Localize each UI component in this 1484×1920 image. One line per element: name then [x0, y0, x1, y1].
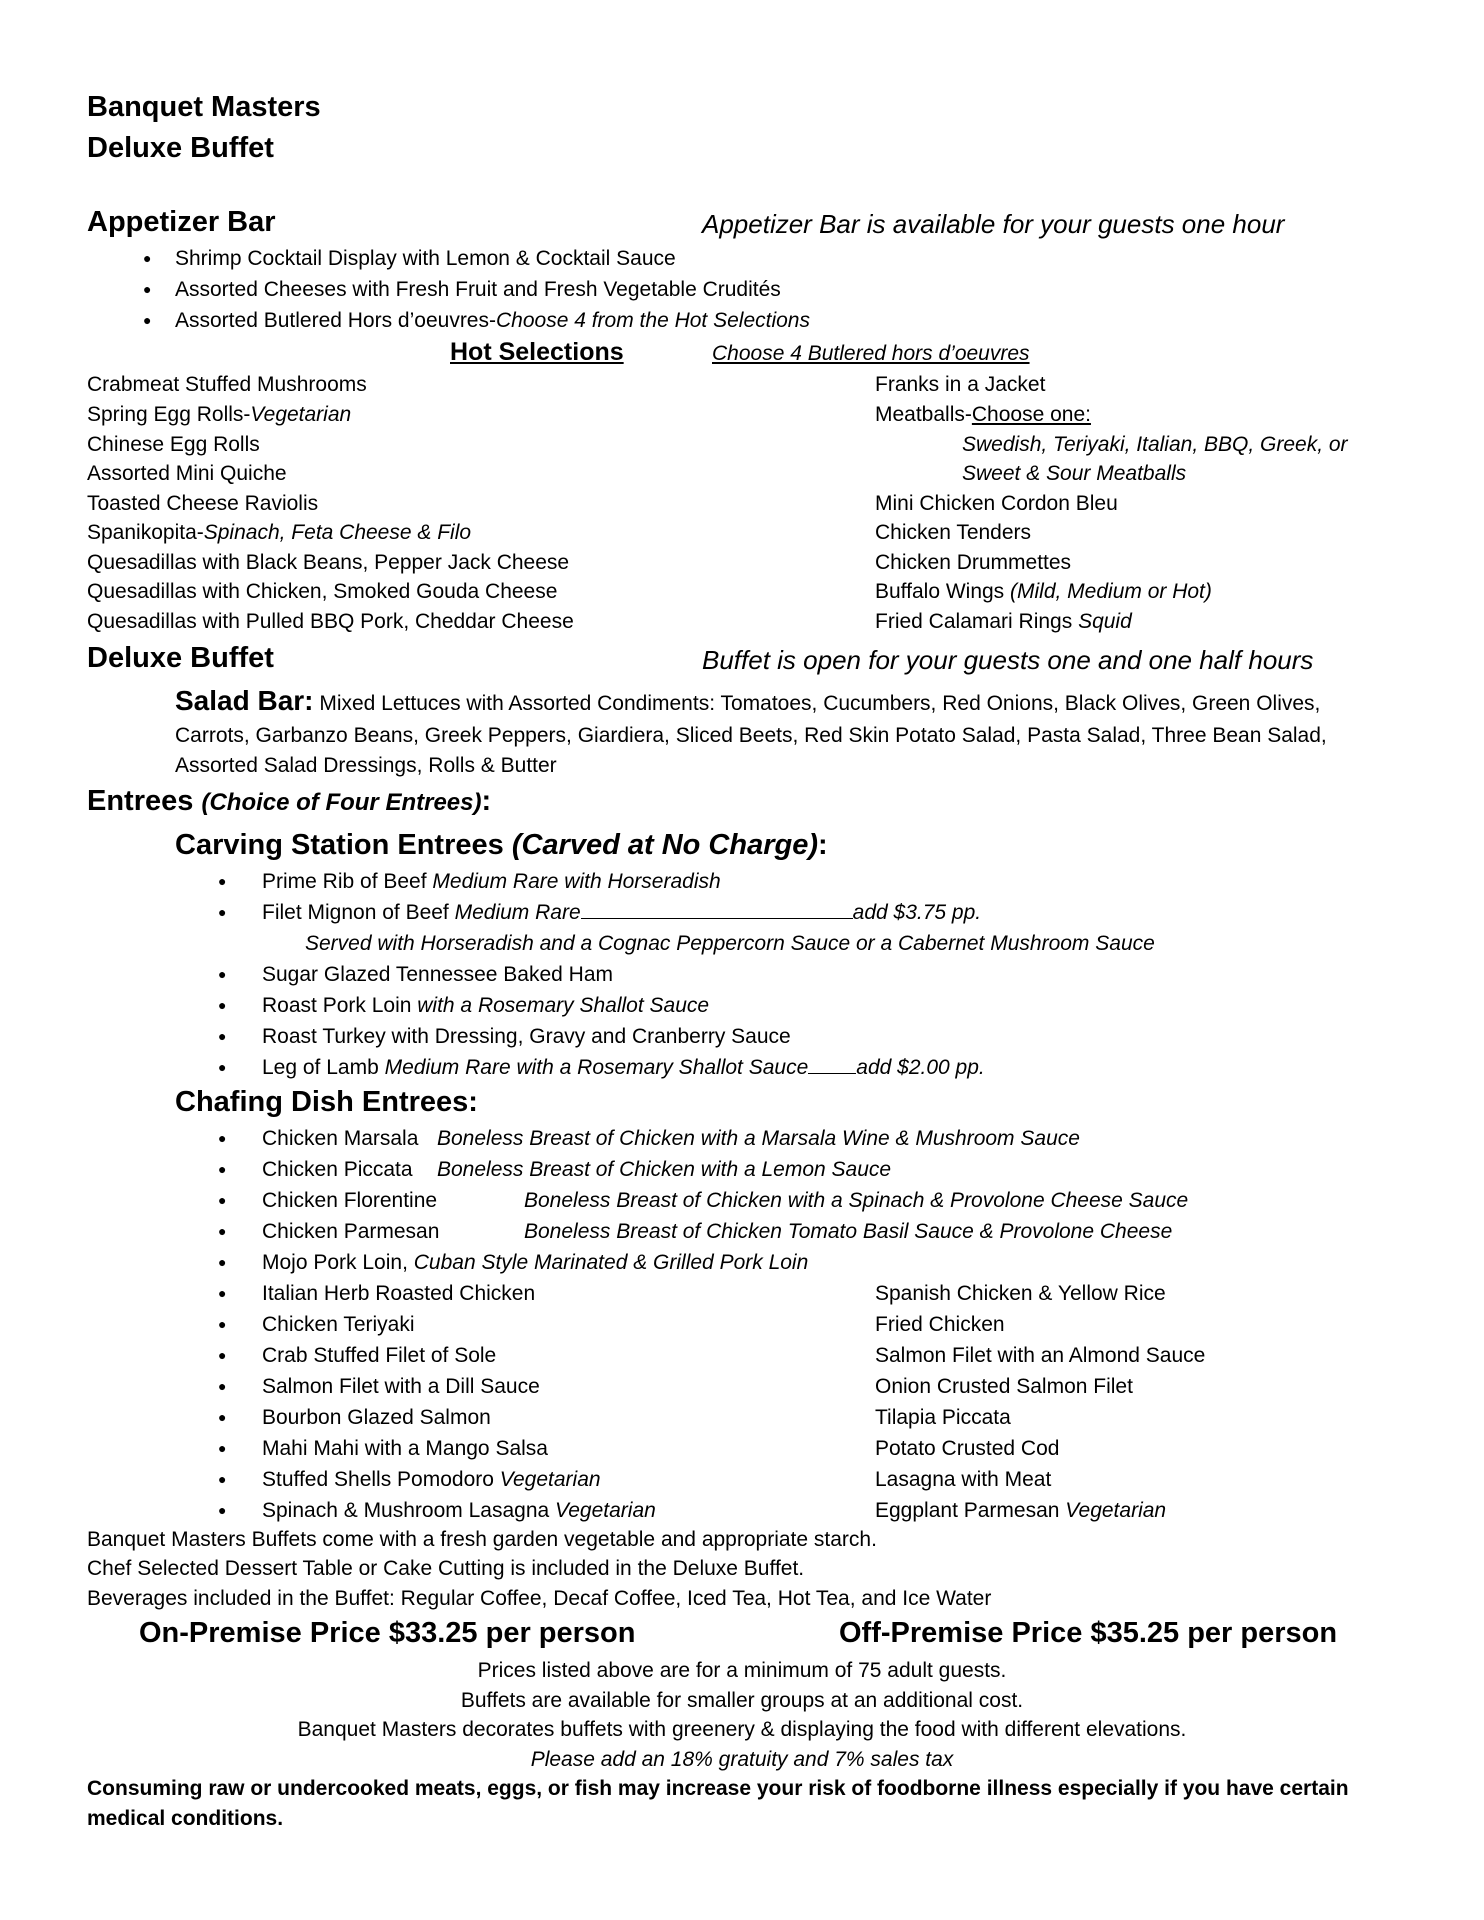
list-item	[262, 1465, 601, 1494]
appetizer-title: Appetizer Bar	[87, 206, 276, 238]
list-item: Chicken Tenders	[875, 521, 1032, 544]
health-warning: Consuming raw or undercooked meats, eggs, or fish may increase your risk of foodborne illness especially if you have certain medical conditions.	[87, 1777, 1349, 1830]
list-item: Fried Chicken	[875, 1313, 1005, 1336]
hot-selections-title: Hot Selections	[450, 338, 624, 366]
deluxe-buffet-title: Deluxe Buffet	[87, 642, 274, 674]
bullet-icon: ●	[218, 1440, 227, 1456]
bullet-icon: ●	[218, 1471, 227, 1487]
list-item: Mahi Mahi with a Mango Salsa	[262, 1437, 548, 1460]
company-name: Banquet Masters	[87, 91, 321, 123]
list-item-subnote: Served with Horseradish and a Cognac Peppercorn Sauce or a Cabernet Mushroom Sauce	[305, 932, 1155, 955]
list-item-text: Assorted Cheeses with Fresh Fruit and Fresh Vegetable Crudités	[175, 278, 781, 301]
salad-bar-line	[175, 686, 1320, 718]
item-name: Quesadillas with Pulled BBQ Pork, Cheddar Cheese	[87, 610, 574, 633]
item-name: Roast Pork Loin	[262, 994, 418, 1017]
item-note: (Mild, Medium or Hot)	[1010, 580, 1212, 603]
meatball-options: Swedish, Teriyaki, Italian, BBQ, Greek, or	[962, 433, 1348, 456]
list-item: Bourbon Glazed Salmon	[262, 1406, 491, 1429]
item-note: Vegetarian	[555, 1499, 656, 1522]
item-name: Spring Egg Rolls-	[87, 403, 251, 426]
list-item: Onion Crusted Salmon Filet	[875, 1375, 1133, 1398]
list-item	[875, 400, 1091, 429]
item-name: Prime Rib of Beef	[262, 870, 433, 893]
blank-line	[808, 1053, 856, 1074]
list-item	[87, 577, 557, 606]
item-name: Quesadillas with Chicken, Smoked Gouda Cheese	[87, 580, 558, 603]
bullet-icon: ●	[218, 1347, 227, 1363]
salad-bar-text: Carrots, Garbanzo Beans, Greek Peppers, Giardiera, Sliced Beets, Red Skin Potato Salad, Pasta Salad, Three Bean Salad,	[175, 724, 1327, 747]
carving-note: (Carved at No Charge)	[511, 829, 818, 861]
bullet-icon: ●	[218, 1028, 227, 1044]
item-note: Cuban Style Marinated & Grilled Pork Loin	[413, 1251, 809, 1274]
list-item	[87, 400, 351, 429]
list-item-desc: Boneless Breast of Chicken with a Lemon Sauce	[437, 1158, 892, 1181]
list-item: Chicken Marsala	[262, 1127, 419, 1150]
item-name: Spinach & Mushroom Lasagna	[262, 1499, 556, 1522]
carving-station-title	[175, 827, 828, 863]
list-item: Tilapia Piccata	[875, 1406, 1011, 1429]
bullet-icon: ●	[218, 1254, 227, 1270]
chafing-dish-title: Chafing Dish Entrees:	[175, 1086, 478, 1118]
list-item	[875, 577, 1212, 606]
list-item	[87, 518, 471, 547]
entrees-colon: :	[481, 785, 492, 817]
list-item: Potato Crusted Cod	[875, 1437, 1060, 1460]
item-note: Choose 4 from the Hot Selections	[495, 309, 810, 332]
item-name: Crabmeat Stuffed Mushrooms	[87, 373, 367, 396]
item-name: Filet Mignon of Beef	[262, 901, 455, 924]
on-premise-price: On-Premise Price $33.25 per person	[139, 1617, 636, 1649]
bullet-icon: ●	[218, 997, 227, 1013]
list-item-desc: Boneless Breast of Chicken with a Marsala Wine & Mushroom Sauce	[437, 1127, 1080, 1150]
list-item	[262, 1053, 985, 1082]
carving-colon: :	[817, 829, 828, 861]
item-name: Spanikopita-	[87, 521, 204, 544]
list-item	[875, 1496, 1166, 1525]
list-item: Chicken Florentine	[262, 1189, 438, 1212]
list-item	[87, 548, 569, 577]
bullet-icon: ●	[218, 1502, 227, 1518]
list-item	[262, 867, 721, 896]
bullet-icon: ●	[218, 1059, 227, 1075]
item-note: Choose one:	[971, 403, 1091, 426]
list-item: Roast Turkey with Dressing, Gravy and Cranberry Sauce	[262, 1025, 791, 1048]
list-item: Lasagna with Meat	[875, 1468, 1052, 1491]
item-name: Buffalo Wings	[875, 580, 1011, 603]
list-item	[87, 489, 318, 518]
item-note: Medium Rare	[454, 901, 581, 924]
footer-note: Chef Selected Dessert Table or Cake Cutting is included in the Deluxe Buffet.	[87, 1557, 805, 1580]
bullet-icon: ●	[218, 1285, 227, 1301]
deluxe-buffet-note: Buffet is open for your guests one and one half hours	[702, 645, 1314, 675]
item-name: Leg of Lamb	[262, 1056, 385, 1079]
bullet-icon: ●	[218, 1378, 227, 1394]
item-name: Mojo Pork Loin,	[262, 1251, 414, 1274]
item-note: Squid	[1078, 610, 1132, 633]
item-name: Assorted Mini Quiche	[87, 462, 287, 485]
item-note: with a Rosemary Shallot Sauce	[417, 994, 710, 1017]
list-item: Salmon Filet with an Almond Sauce	[875, 1344, 1206, 1367]
item-note: Vegetarian	[499, 1468, 601, 1491]
list-item	[262, 1496, 656, 1525]
list-item: Chicken Drummettes	[875, 551, 1072, 574]
item-note: Medium Rare with a Rosemary Shallot Sauce	[384, 1056, 809, 1079]
list-item: Crab Stuffed Filet of Sole	[262, 1344, 497, 1367]
list-item	[87, 607, 574, 636]
carving-label: Carving Station Entrees	[175, 829, 512, 861]
item-name: Quesadillas with Black Beans, Pepper Jack Cheese	[87, 551, 570, 574]
smaller-groups-note: Buffets are available for smaller groups at an additional cost.	[460, 1689, 1024, 1712]
minimum-note: Prices listed above are for a minimum of 75 adult guests.	[477, 1659, 1007, 1682]
list-item	[87, 430, 260, 459]
item-note: Vegetarian	[250, 403, 352, 426]
hot-selections-note: Choose 4 Butlered hors d’oeuvres	[712, 342, 1030, 365]
list-item	[262, 991, 709, 1020]
list-item	[87, 459, 287, 488]
list-item-text	[175, 306, 810, 335]
salad-bar-text: Assorted Salad Dressings, Rolls & Butter	[175, 754, 557, 777]
item-note: Medium Rare with Horseradish	[432, 870, 721, 893]
list-item-text: Shrimp Cocktail Display with Lemon & Cocktail Sauce	[175, 247, 676, 270]
bullet-icon: ●	[218, 966, 227, 982]
list-item	[262, 1248, 808, 1277]
list-item: Sugar Glazed Tennessee Baked Ham	[262, 963, 613, 986]
list-item: Franks in a Jacket	[875, 373, 1046, 396]
meatball-options: Sweet & Sour Meatballs	[962, 462, 1187, 485]
item-price: add $2.00 pp.	[856, 1056, 985, 1079]
bullet-icon: ●	[218, 1409, 227, 1425]
item-name: Stuffed Shells Pomodoro	[262, 1468, 500, 1491]
off-premise-price: Off-Premise Price $35.25 per person	[839, 1617, 1338, 1649]
list-item: Salmon Filet with a Dill Sauce	[262, 1375, 540, 1398]
bullet-icon: ●	[218, 1161, 227, 1177]
entrees-title	[87, 783, 491, 824]
blank-line	[581, 898, 853, 919]
bullet-icon: ●	[218, 1130, 227, 1146]
item-name: Fried Calamari Rings	[875, 610, 1079, 633]
salad-bar-label: Salad Bar:	[175, 685, 314, 716]
bullet-icon: ●	[218, 1223, 227, 1239]
menu-title: Deluxe Buffet	[87, 132, 274, 164]
list-item	[875, 607, 1132, 636]
list-item: Italian Herb Roasted Chicken	[262, 1282, 536, 1305]
bullet-icon: ●	[143, 281, 152, 297]
item-name: Meatballs-	[875, 403, 972, 426]
list-item-desc: Boneless Breast of Chicken Tomato Basil Sauce & Provolone Cheese	[524, 1220, 1173, 1243]
item-name: Assorted Butlered Hors d’oeuvres-	[175, 309, 496, 332]
entrees-note: (Choice of Four Entrees)	[201, 789, 482, 816]
gratuity-note: Please add an 18% gratuity and 7% sales tax	[530, 1748, 954, 1771]
bullet-icon: ●	[218, 873, 227, 889]
list-item-desc: Boneless Breast of Chicken with a Spinach & Provolone Cheese Sauce	[524, 1189, 1189, 1212]
list-item: Mini Chicken Cordon Bleu	[875, 492, 1118, 515]
footer-note: Beverages included in the Buffet: Regular Coffee, Decaf Coffee, Iced Tea, Hot Tea, and Ice Water	[87, 1587, 992, 1610]
list-item	[262, 898, 981, 927]
item-note: Spinach, Feta Cheese & Filo	[203, 521, 472, 544]
entrees-label: Entrees	[87, 785, 202, 817]
item-name: Chinese Egg Rolls	[87, 433, 260, 456]
list-item: Chicken Piccata	[262, 1158, 413, 1181]
appetizer-note: Appetizer Bar is available for your guests one hour	[702, 209, 1285, 239]
footer-note: Banquet Masters Buffets come with a fresh garden vegetable and appropriate starch.	[87, 1528, 877, 1551]
decor-note: Banquet Masters decorates buffets with greenery & displaying the food with different elevations.	[297, 1718, 1187, 1741]
bullet-icon: ●	[143, 312, 152, 328]
list-item	[87, 370, 367, 399]
salad-bar-text: Mixed Lettuces with Assorted Condiments: Tomatoes, Cucumbers, Red Onions, Black Olives, Green Olives,	[313, 692, 1321, 715]
bullet-icon: ●	[143, 250, 152, 266]
list-item: Chicken Parmesan	[262, 1220, 440, 1243]
bullet-icon: ●	[218, 1316, 227, 1332]
bullet-icon: ●	[218, 904, 227, 920]
item-price: add $3.75 pp.	[852, 901, 982, 924]
list-item: Spanish Chicken & Yellow Rice	[875, 1282, 1166, 1305]
item-name: Toasted Cheese Raviolis	[87, 492, 319, 515]
item-name: Eggplant Parmesan	[875, 1499, 1066, 1522]
item-note: Vegetarian	[1065, 1499, 1167, 1522]
bullet-icon: ●	[218, 1192, 227, 1208]
list-item: Chicken Teriyaki	[262, 1313, 415, 1336]
